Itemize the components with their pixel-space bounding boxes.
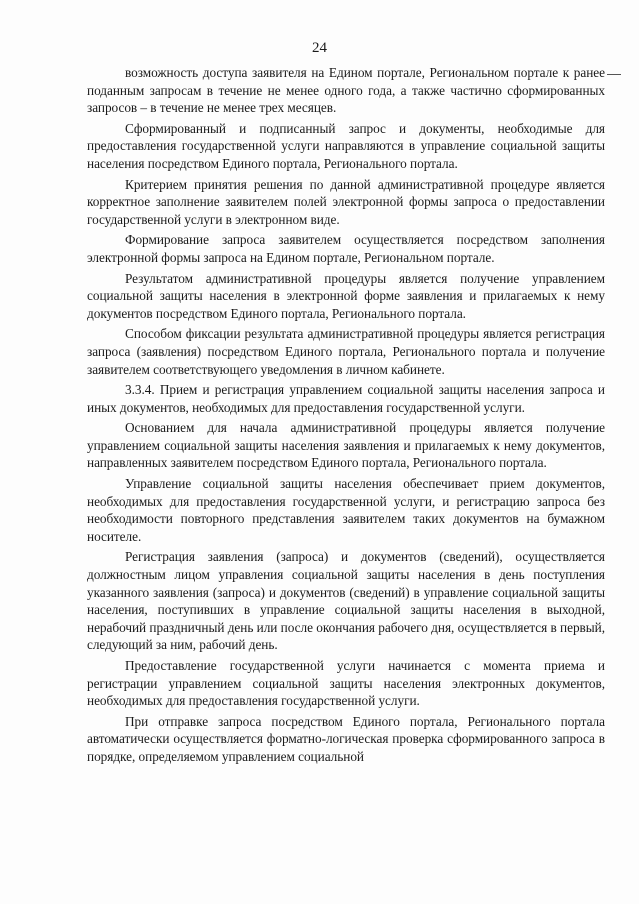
paragraph-format-check: При отправке запроса посредством Единого портала, Регионального портала автоматически осуществляется форматно-логическая проверка сформированного запроса в порядке, определяемом управлением социальной [87,713,605,764]
scan-artifact-line [607,74,621,75]
document-body [87,64,605,769]
paragraph-result-fixation: Способом фиксации результата административной процедуры является регистрация запроса (заявления) посредством Единого портала, Регионального портала и получение заявителем соответствующего уведомления в личном кабинете. [87,326,605,377]
page-number: 24 [312,40,327,56]
paragraph-access-to-requests: возможность доступа заявителя на Едином портале, Региональном портале к ранее поданным запросам в течение не менее одного года, а также частично сформированных запросов – в течение не менее трех месяцев. [87,65,605,116]
paragraph-decision-criterion: Критерием принятия решения по данной административной процедуре является корректное заполнение заявителем полей электронной формы запроса о предоставлении государственной услуги в электронном виде. [87,176,605,227]
paragraph-section-3-3-4: 3.3.4. Прием и регистрация управлением социальной защиты населения запроса и иных документов, необходимых для предоставления государственной услуги. [87,382,605,415]
paragraph-request-formation: Формирование запроса заявителем осуществляется посредством заполнения электронной формы запроса на Едином портале, Региональном портале. [87,232,605,265]
paragraph-registration: Регистрация заявления (запроса) и документов (сведений), осуществляется должностным лицом управления социальной защиты населения в день поступления указанного заявления (запроса) и документов (сведений) в управление социальной защиты населения, поступивших в управление социальной защиты населения в выходной, нерабочий праздничный день или после окончания рабочего дня, осуществляется в первый, следующий за ним, рабочий день. [87,549,605,653]
paragraph-procedure-basis: Основанием для начала административной процедуры является получение управлением социальной защиты населения заявления и прилагаемых к нему документов, направленных заявителем посредством Единого портала, Регионального портала. [87,420,605,471]
paragraph-service-start: Предоставление государственной услуги начинается с момента приема и регистрации управлением социальной защиты населения электронных документов, необходимых для предоставления государственной услуги. [87,658,605,709]
paragraph-request-submission: Сформированный и подписанный запрос и документы, необходимые для предоставления государственной услуги направляются в управление социальной защиты населения посредством Единого портала, Регионального портала. [87,120,605,171]
paragraph-document-acceptance: Управление социальной защиты населения обеспечивает прием документов, необходимых для предоставления государственной услуги, и регистрацию запроса без необходимости повторного представления заявителем таких документов на бумажном носителе. [87,476,605,544]
paragraph-procedure-result: Результатом административной процедуры является получение управлением социальной защиты населения в электронной форме заявления и прилагаемых к нему документов посредством Единого портала, Регионального портала. [87,270,605,321]
